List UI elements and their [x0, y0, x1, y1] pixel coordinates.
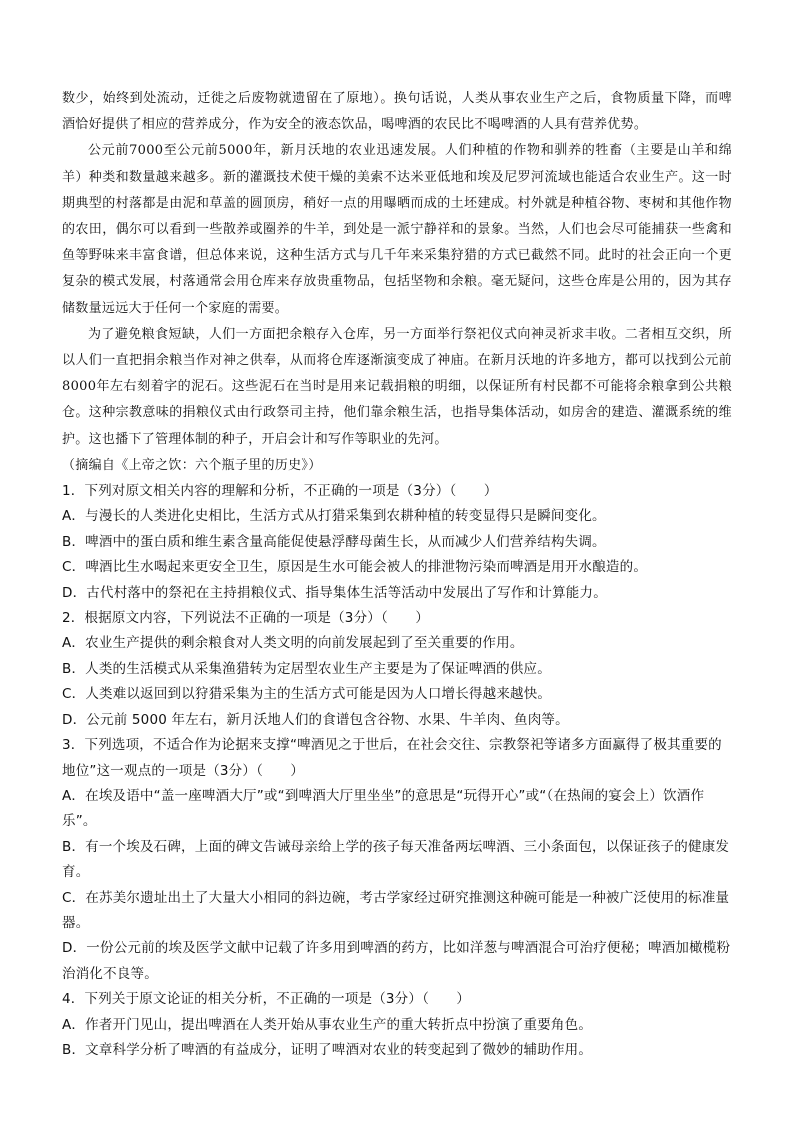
reading-passage: [62, 86, 732, 479]
passage-paragraph-2: 公元前7000至公元前5000年，新月沃地的农业迅速发展。人们种植的作物和驯养的牲畜（主要是山羊和绵羊）种类和数量越来越多。新的灌溉技术使干燥的美索不达米亚低地和埃及尼罗河流域也能适合农业生产。这一时期典型的村落都是由泥和草盖的圆顶房，稍好一点的用曝晒而成的土坯建成。村外就是种植谷物、枣树和其他作物的农田，偶尔可以看到一些散养或圈养的牛羊，到处是一派宁静祥和的景象。当然，人们也会尽可能捕获一些禽和鱼等野味来丰富食谱，但总体来说，这种生活方式与几千年来采集狩猎的方式已截然不同。此时的社会正向一个更复杂的模式发展，村落通常会用仓库来存放贵重物品，包括坚物和余粮。毫无疑问，这些仓库是公用的，因为其存储数量远远大于任何一个家庭的需要。: [62, 143, 732, 316]
question-1-option-c: C．啤酒比生水喝起来更安全卫生，原因是生水可能会被人的排泄物污染而啤酒是用开水酿造的。: [62, 559, 648, 576]
passage-paragraph-3: 为了避免粮食短缺，人们一方面把余粮存入仓库，另一方面举行祭祀仪式向神灵祈求丰收。二者相互交织，所以人们一直把捐余粮当作对神之供奉，从而将仓库逐渐演变成了神庙。在新月沃地的许多地方，都可以找到公元前8000年左右刻着字的泥石。这些泥石在当时是用来记载捐粮的明细，以保证所有村民都不可能将余粮拿到公共粮仓。这种宗教意味的捐粮仪式由行政祭司主持，他们靠余粮生活，也指导集体活动，如房舍的建造、灌溉系统的维护。这也播下了管理体制的种子，开启会计和写作等职业的先河。: [62, 326, 732, 447]
question-4-option-a: A．作者开门见山，提出啤酒在人类开始从事农业生产的重大转折点中扮演了重要角色。: [62, 1016, 593, 1033]
question-3-option-b: B．有一个埃及石碑，上面的碑文告诫母亲给上学的孩子每天准备两坛啤酒、三小条面包，以保证孩子的健康发育。: [62, 838, 730, 881]
question-1-stem: 1．下列对原文相关内容的理解和分析，不正确的一项是（3分）（ ）: [62, 483, 498, 500]
question-1-option-d: D．古代村落中的祭祀在主持捐粮仪式、指导集体生活等活动中发展出了写作和计算能力。: [62, 584, 607, 601]
passage-source: （摘编自《上帝之饮：六个瓶子里的历史》）: [62, 457, 322, 473]
question-3-option-c: C．在苏美尔遗址出土了大量大小相同的斜边碗，考古学家经过研究推测这种碗可能是一种被广泛使用的标准量器。: [62, 889, 730, 931]
question-2-option-a: A．农业生产提供的剩余粮食对人类文明的向前发展起到了至关重要的作用。: [62, 635, 524, 652]
question-3-option-a: A．在埃及语中“盖一座啤酒大厅”或“到啤酒大厅里坐坐”的意思是“玩得开心”或“（在热闹的宴会上）饮酒作乐”。: [62, 787, 705, 830]
passage-paragraph-1: 数少，始终到处流动，迁徙之后废物就遗留在了原地）。换句话说，人类从事农业生产之后，食物质量下降，而啤酒恰好提供了相应的营养成分，作为安全的液态饮品，喝啤酒的农民比不喝啤酒的人具有营养优势。: [62, 91, 732, 133]
question-3-option-d: D．一份公元前的埃及医学文献中记载了许多用到啤酒的药方，比如洋葱与啤酒混合可治疗便秘；啤酒加橄榄粉治消化不良等。: [62, 940, 731, 982]
question-list: [62, 479, 732, 1063]
question-4-option-b: B．文章科学分析了啤酒的有益成分，证明了啤酒对农业的转变起到了微妙的辅助作用。: [62, 1041, 593, 1058]
question-1-option-b: B．啤酒中的蛋白质和维生素含量高能促使悬浮酵母菌生长，从而减少人们营养结构失调。: [62, 533, 606, 550]
question-2-option-d: D．公元前 5000 年左右，新月沃地人们的食谱包含谷物、水果、牛羊肉、鱼肉等。: [62, 711, 569, 728]
question-1-option-a: A．与漫长的人类进化史相比，生活方式从打猎采集到农耕种植的转变显得只是瞬间变化。: [62, 508, 606, 525]
question-4-stem: 4．下列关于原文论证的相关分析，不正确的一项是（3分）（ ）: [62, 991, 471, 1008]
question-2-stem: 2．根据原文内容，下列说法不正确的一项是（3分）（ ）: [62, 610, 430, 627]
question-3-stem: 3．下列选项，不适合作为论据来支撑“啤酒见之于世后，在社会交往、宗教祭祀等诸多方面赢得了极其重要的地位”这一观点的一项是（3分）（ ）: [62, 737, 722, 779]
question-2-option-c: C．人类难以返回到以狩猎采集为主的生活方式可能是因为人口增长得越来越快。: [62, 686, 552, 703]
question-2-option-b: B．人类的生活模式从采集渔猎转为定居型农业生产主要是为了保证啤酒的供应。: [62, 660, 551, 677]
